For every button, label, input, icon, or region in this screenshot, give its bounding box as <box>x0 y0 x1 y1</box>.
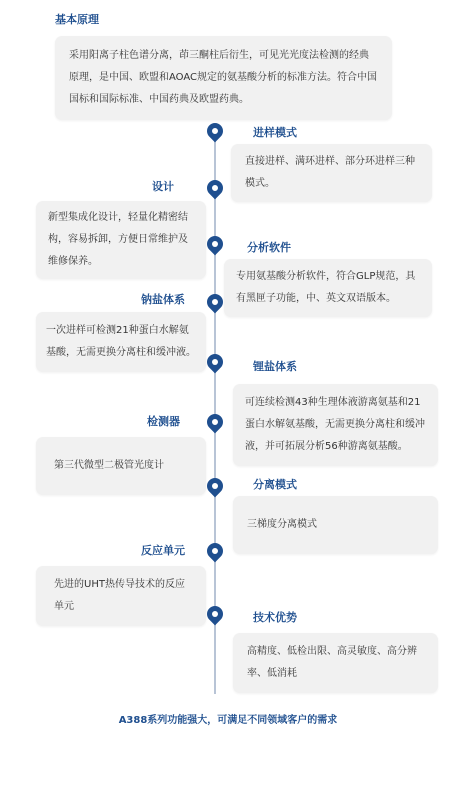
feature-text: 直接进样、满环进样、部分环进样三种模式。 <box>245 156 415 189</box>
feature-heading: 钠盐体系 <box>141 293 185 306</box>
feature-heading: 锂盐体系 <box>253 360 297 373</box>
feature-text: 专用氨基酸分析软件，符合GLP规范，具有黑匣子功能，中、英文双语版本。 <box>236 271 416 304</box>
feature-heading: 设计 <box>152 180 174 193</box>
feature-box <box>36 566 206 626</box>
timeline-marker-icon <box>204 291 227 314</box>
feature-heading: 分离模式 <box>253 478 297 491</box>
timeline-marker-icon <box>204 603 227 626</box>
feature-box <box>233 496 438 554</box>
feature-box <box>36 201 206 279</box>
timeline-marker-icon <box>204 233 227 256</box>
feature-text: 一次进样可检测21种蛋白水解氨基酸，无需更换分离柱和缓冲液。 <box>46 325 196 358</box>
timeline-marker-icon <box>204 351 227 374</box>
intro-heading: 基本原理 <box>55 13 99 26</box>
intro-text: 采用阳离子柱色谱分离，茚三酮柱后衍生，可见光光度法检测的经典原理，是中国、欧盟和AOAC规定的氨基酸分析的标准方法。符合中国国标和国际标准、中国药典及欧盟药典。 <box>69 50 378 105</box>
feature-heading: 反应单元 <box>141 544 185 557</box>
feature-text: 新型集成化设计，轻量化精密结构，容易拆卸，方便日常维护及维修保养。 <box>48 212 188 267</box>
feature-box <box>233 384 438 466</box>
timeline-marker-icon <box>204 120 227 143</box>
feature-text: 第三代微型二极管光度计 <box>54 460 164 471</box>
timeline-marker-icon <box>204 475 227 498</box>
intro-text-box <box>55 36 392 120</box>
feature-box <box>224 259 432 317</box>
timeline-marker-icon <box>204 540 227 563</box>
timeline-marker-icon <box>204 411 227 434</box>
feature-text: 三梯度分离模式 <box>247 519 317 530</box>
feature-box <box>233 633 438 693</box>
feature-heading: 技术优势 <box>253 611 297 624</box>
feature-box <box>231 144 432 202</box>
feature-heading: 检测器 <box>147 415 180 428</box>
feature-heading: 分析软件 <box>247 241 291 254</box>
feature-text: 可连续检测43种生理体液游离氨基和21蛋白水解氨基酸，无需更换分离柱和缓冲液，并可拓展分析56种游离氨基酸。 <box>245 397 425 452</box>
feature-box <box>36 312 206 372</box>
feature-box <box>36 437 206 495</box>
feature-text: 高精度、低检出限、高灵敏度、高分辨率、低消耗 <box>247 646 417 679</box>
feature-heading: 进样模式 <box>253 126 297 139</box>
footer-tagline: A388系列功能强大，可满足不同领域客户的需求 <box>118 715 338 726</box>
feature-text: 先进的UHT热传导技术的反应单元 <box>54 579 185 612</box>
timeline-marker-icon <box>204 177 227 200</box>
